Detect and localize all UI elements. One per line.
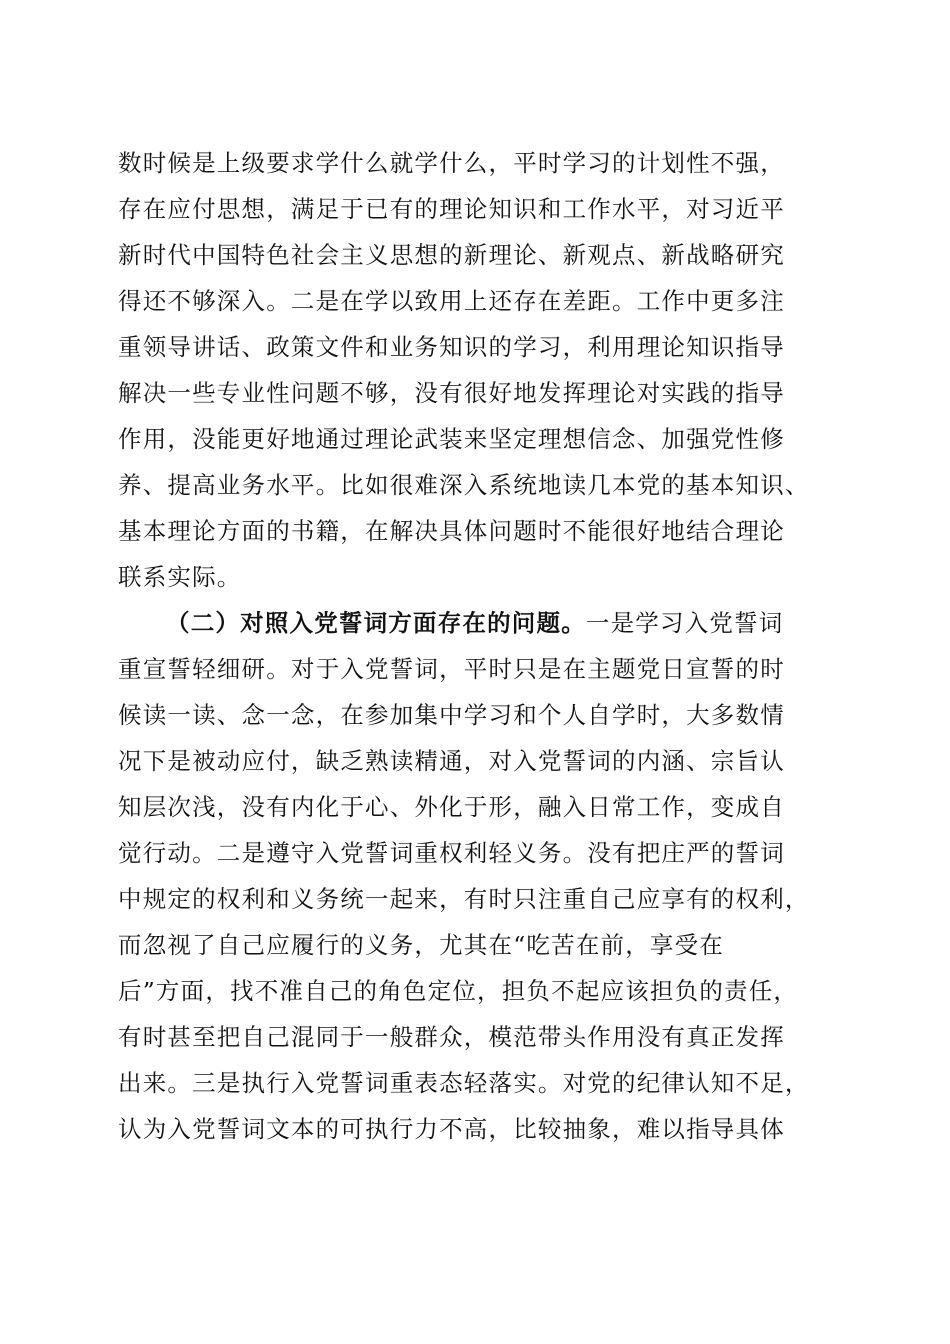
text-line: 知层次浅，没有内化于心、外化于形，融入日常工作，变成自 — [118, 793, 785, 821]
text-line: 认为入党誓词文本的可执行力不高，比较抽象，难以指导具体 — [118, 1115, 785, 1143]
document-body — [118, 140, 830, 1152]
text-line: 而忽视了自己应履行的义务，尤其在“吃苦在前，享受在 — [118, 931, 725, 959]
section-2-first-line — [118, 600, 830, 646]
text-line: 基本理论方面的书籍，在解决具体问题时不能很好地结合理论 — [118, 517, 785, 545]
text-line: 候读一读、念一念，在参加集中学习和个人自学时，大多数情 — [118, 701, 785, 729]
text-line: 存在应付思想，满足于已有的理论知识和工作水平，对习近平 — [118, 195, 785, 223]
text-line: 数时候是上级要求学什么就学什么，平时学习的计划性不强， — [118, 149, 785, 177]
section-2-first-line-text: 一是学习入党誓词 — [585, 609, 784, 637]
text-line: 重宣誓轻细研。对于入党誓词，平时只是在主题党日宣誓的时 — [118, 655, 785, 683]
text-line: 联系实际。 — [118, 563, 242, 591]
text-line: 况下是被动应付，缺乏熟读精通，对入党誓词的内涵、宗旨认 — [118, 747, 785, 775]
text-line: 作用，没能更好地通过理论武装来坚定理想信念、加强党性修 — [118, 425, 785, 453]
text-line: 重领导讲话、政策文件和业务知识的学习，利用理论知识指导 — [118, 333, 785, 361]
section-2-heading: （二）对照入党誓词方面存在的问题。 — [166, 609, 586, 637]
text-line: 中规定的权利和义务统一起来，有时只注重自己应享有的权利， — [118, 885, 810, 913]
text-line: 解决一些专业性问题不够，没有很好地发挥理论对实践的指导 — [118, 379, 785, 407]
text-line: 后”方面，找不准自己的角色定位，担负不起应该担负的责任， — [118, 977, 799, 1005]
text-line: 新时代中国特色社会主义思想的新理论、新观点、新战略研究 — [118, 241, 785, 269]
text-line: 有时甚至把自己混同于一般群众，模范带头作用没有真正发挥 — [118, 1023, 785, 1051]
text-line: 觉行动。二是遵守入党誓词重权利轻义务。没有把庄严的誓词 — [118, 839, 785, 867]
text-line: 出来。三是执行入党誓词重表态轻落实。对党的纪律认知不足， — [118, 1069, 810, 1097]
text-line: 养、提高业务水平。比如很难深入系统地读几本党的基本知识、 — [118, 471, 810, 499]
text-line: 得还不够深入。二是在学以致用上还存在差距。工作中更多注 — [118, 287, 785, 315]
